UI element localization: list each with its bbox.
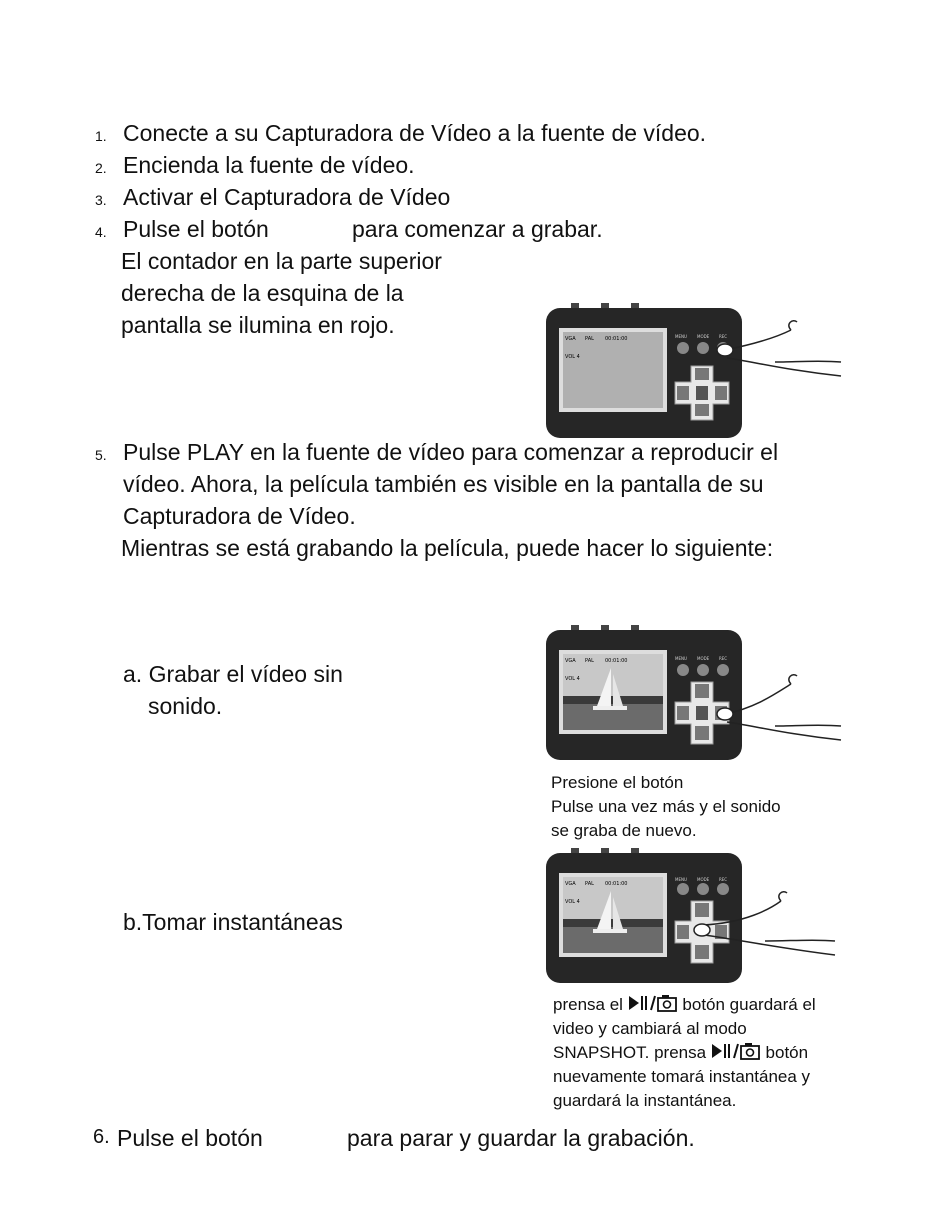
step-1-text: Conecte a su Capturadora de Vídeo a la fuente de vídeo.: [123, 120, 707, 146]
option-a-caption-3: se graba de nuevo.: [551, 821, 697, 840]
step-2-text: Encienda la fuente de vídeo.: [123, 152, 415, 178]
option-b-title: b.Tomar instantáneas: [123, 909, 343, 935]
svg-text:REC: REC: [719, 334, 728, 339]
step-6-text-a: Pulse el botón: [117, 1125, 263, 1151]
option-b-caption-5: guardará la instantánea.: [553, 1091, 737, 1110]
option-a-line-2: sonido.: [148, 693, 223, 719]
svg-text:REC: REC: [719, 877, 728, 882]
step-3-number: 3.: [95, 192, 107, 208]
svg-text:PAL: PAL: [585, 881, 594, 887]
capture-device-image-2: [545, 622, 845, 762]
capture-device-image-1: [545, 300, 845, 440]
svg-text:MODE: MODE: [697, 334, 710, 339]
svg-text:MODE: MODE: [697, 656, 710, 661]
svg-text:PAL: PAL: [585, 658, 594, 664]
step-6-text-b: para parar y guardar la grabación.: [347, 1125, 695, 1151]
svg-text:VOL 4: VOL 4: [565, 899, 580, 905]
svg-text:MENU: MENU: [675, 656, 687, 661]
svg-text:VGA: VGA: [565, 658, 576, 664]
play-pause-snapshot-icon: [711, 1042, 761, 1067]
option-a-caption-2: Pulse una vez más y el sonido: [551, 797, 781, 816]
step-5-line-1: Pulse PLAY en la fuente de vídeo para comenzar a reproducir el: [123, 439, 779, 465]
option-a-line-1: a. Grabar el vídeo sin: [123, 661, 343, 687]
step-2-number: 2.: [95, 160, 107, 176]
svg-text:MENU: MENU: [675, 334, 687, 339]
svg-text:00:01:00: 00:01:00: [605, 658, 628, 664]
svg-text:00:01:00: 00:01:00: [605, 881, 628, 887]
step-5-number: 5.: [95, 447, 107, 463]
svg-text:VOL 4: VOL 4: [565, 354, 580, 360]
option-b-caption-4: nuevamente tomará instantánea y: [553, 1067, 811, 1086]
svg-text:VGA: VGA: [565, 881, 576, 887]
step-5-line-3: Capturadora de Vídeo.: [123, 503, 356, 529]
option-a-caption-1: Presione el botón: [551, 773, 684, 792]
play-pause-snapshot-icon: [628, 994, 678, 1019]
step-4-detail-1: El contador en la parte superior: [121, 248, 442, 274]
step-3-text: Activar el Capturadora de Vídeo: [123, 184, 451, 210]
step-5-note: Mientras se está grabando la película, puede hacer lo siguiente:: [121, 535, 774, 561]
svg-text:00:01:00: 00:01:00: [605, 336, 628, 342]
option-b-caption-1: prensa el botón guardará el: [553, 993, 816, 1019]
svg-text:VOL 4: VOL 4: [565, 676, 580, 682]
svg-text:REC: REC: [719, 656, 728, 661]
step-4-detail-2: derecha de la esquina de la: [121, 280, 404, 306]
capture-device-image-3: [545, 845, 845, 985]
svg-text:PAL: PAL: [585, 336, 594, 342]
step-6-number: 6.: [93, 1126, 110, 1148]
step-1-number: 1.: [95, 128, 107, 144]
step-4-text-a: Pulse el botón: [123, 216, 269, 242]
step-4-detail-3: pantalla se ilumina en rojo.: [121, 312, 395, 338]
option-b-caption-2: video y cambiará al modo: [553, 1019, 747, 1038]
svg-text:MODE: MODE: [697, 877, 710, 882]
device-vga-label: VGA: [565, 336, 576, 342]
svg-text:MENU: MENU: [675, 877, 687, 882]
step-4-text-b: para comenzar a grabar.: [352, 216, 603, 242]
step-4-number: 4.: [95, 224, 107, 240]
option-b-caption-3: SNAPSHOT. prensa botón: [553, 1041, 808, 1067]
step-5-line-2: vídeo. Ahora, la película también es visible en la pantalla de su: [123, 471, 764, 497]
